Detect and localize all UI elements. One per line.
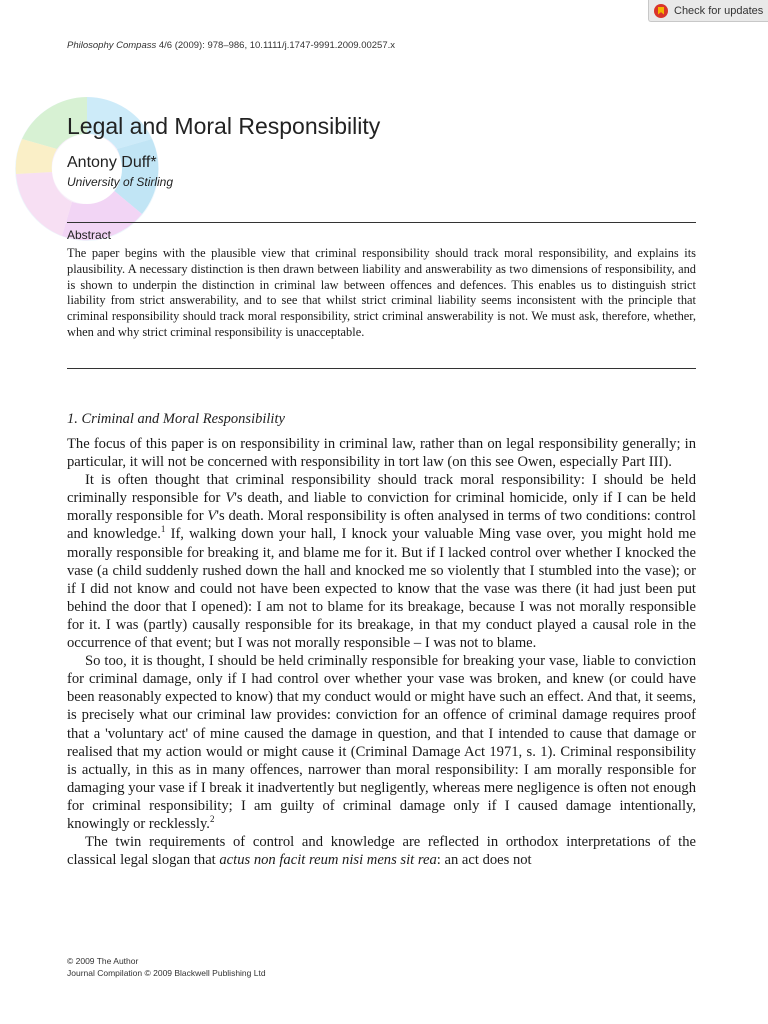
paragraph-1: The focus of this paper is on responsibility in criminal law, rather than on legal responsibility generally; in particular, it will not be concerned with responsibility in tort law (on this see Owen, especially Part III). <box>67 436 696 471</box>
section-heading: 1. Criminal and Moral Responsibility <box>67 411 285 427</box>
journal-citation-details: 4/6 (2009): 978–986, 10.1111/j.1747-9991.2009.00257.x <box>156 40 396 51</box>
abstract-heading: Abstract <box>67 228 112 242</box>
latin-maxim: actus non facit reum nisi mens sit rea <box>219 852 437 869</box>
copyright-author: © 2009 The Author <box>67 956 139 966</box>
paragraph-2: It is often thought that criminal responsibility should track moral responsibility: I should be held criminally responsible for V's death, and liable to conviction for criminal homicide, only if I can be held morally responsible for V's death. Moral responsibility is often analysed in terms of two conditions: control and knowledge.$^1$ If, walking down your hall, I knock your valuable Ming vase over, you might hold me morally responsible for breaking it, and blame me for it. But if I lacked control over whether I knocked the vase (a child suddenly rushed down the hall and knocked me so violently that I stumbled into the vase); or if I did not know and could not have been expected to know that the vase was there (it had just been put behind the door that I opened): I am not to blame for its breakage, because I was not morally responsible for it. I was (partly) causally responsible for its breakage, in that my conduct played a causal role in the occurrence of that event; but I was not morally responsible – I was not to blame. <box>67 472 697 652</box>
author-name: Antony Duff* <box>67 154 157 171</box>
abstract-top-rule <box>67 222 696 223</box>
paragraph-4: The twin requirements of control and knowledge are reflected in orthodox interpretations of the classical legal slogan that actus non facit reum nisi mens sit rea: an act does not <box>67 834 696 869</box>
journal-citation <box>67 40 395 51</box>
check-for-updates-label: Check for updates <box>674 4 764 17</box>
article-title: Legal and Moral Responsibility <box>67 113 381 139</box>
victim-variable: V <box>225 490 235 507</box>
paragraph-3: So too, it is thought, I should be held criminally responsible for breaking your vase, liable to conviction for criminal damage, only if I had control over whether your vase was broken, and knew (or could have been reasonably expected to know) that my conduct would or might have such an effect. And that, it seems, is precisely what our criminal law provides: conviction for an offence of criminal damage requires proof that a 'voluntary act' of mine caused the damage in question, and that I intended to cause that damage or realised that my action would or might cause it (Criminal Damage Act 1971, s. 1). Criminal responsibility is actually, in this as in many offences, narrower than moral responsibility: I am morally responsible for damaging your vase if I break it inadvertently but negligently, whereas mere negligence is often not enough for criminal responsibility; I am guilty of criminal damage only if I caused damage intentionally, knowingly or recklessly.$^2$ <box>67 653 696 832</box>
author-affiliation: University of Stirling <box>67 175 174 189</box>
crossmark-icon <box>654 4 668 18</box>
victim-variable: V <box>207 508 217 525</box>
abstract-text: The paper begins with the plausible view that criminal responsibility should track moral responsibility, and explains its plausibility. A necessary distinction is then drawn between liability and answerability as two dimensions of responsibility, and is shown to underpin the distinction in criminal law between offences and defences. This enables us to distinguish strict liability from strict answerability, and to see that whilst strict criminal liability seems inconsistent with the principle that criminal responsibility should track moral responsibility, strict criminal answerability is not. We must ask, therefore, whether, when and why strict criminal responsibility is unacceptable. <box>67 246 696 339</box>
check-for-updates-button[interactable] <box>648 0 768 22</box>
page-footer <box>67 955 266 979</box>
footnote-ref-2[interactable]: 2 <box>209 814 215 825</box>
abstract-bottom-rule <box>67 368 696 369</box>
copyright-journal: Journal Compilation © 2009 Blackwell Publishing Ltd <box>67 968 266 978</box>
body-text <box>67 435 696 869</box>
footnote-ref-1[interactable]: 1 <box>160 524 166 535</box>
journal-name: Philosophy Compass <box>67 40 157 51</box>
